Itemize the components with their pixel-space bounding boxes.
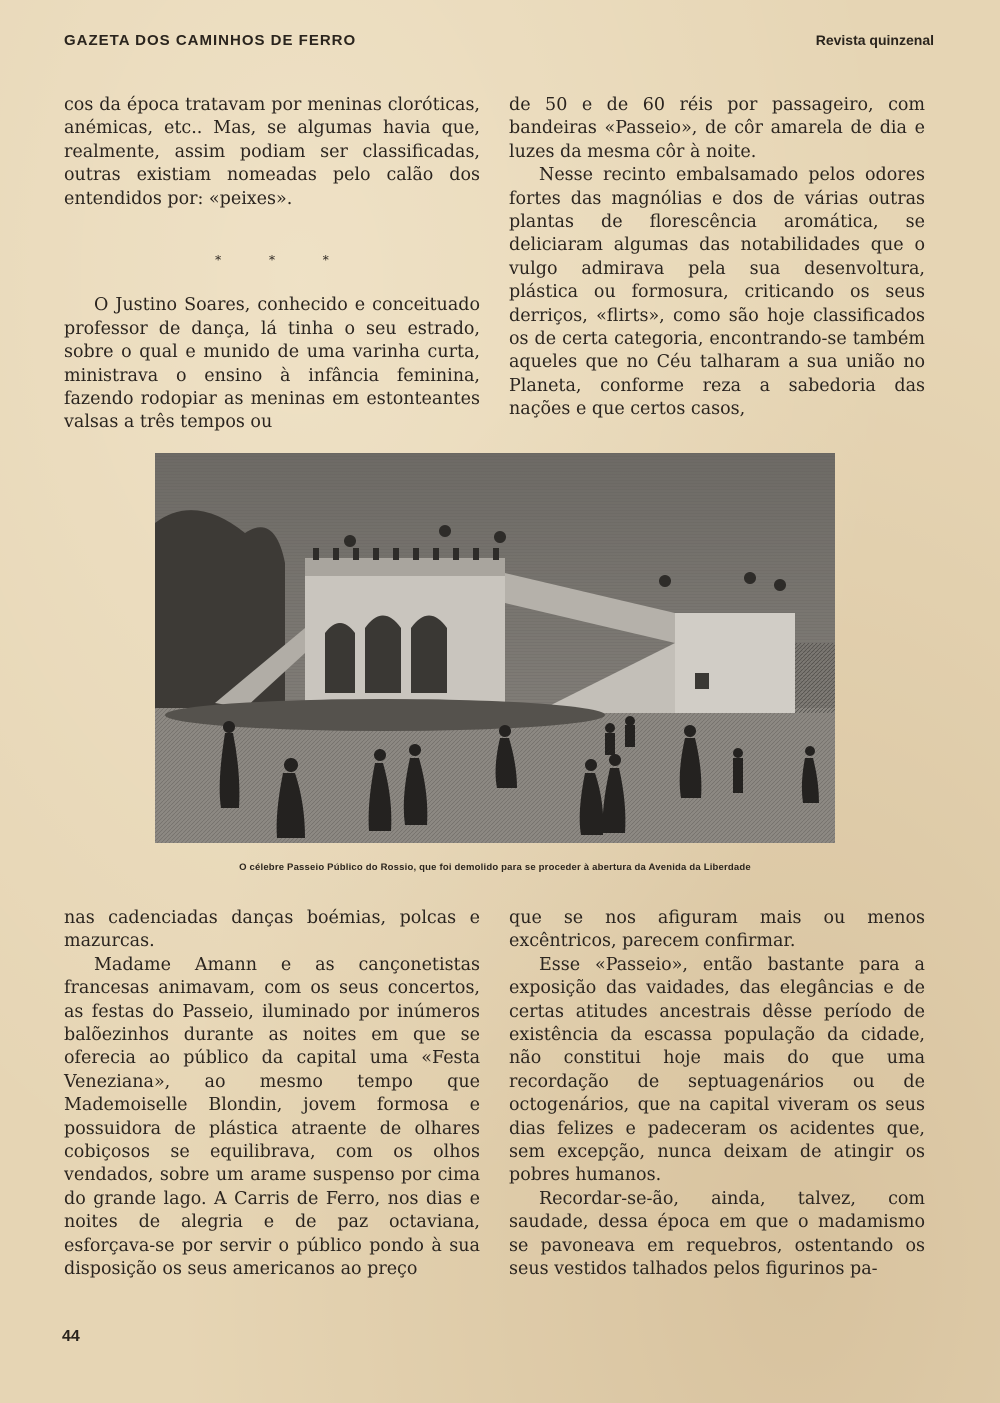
page-number: 44 [62,1328,80,1345]
paragraph: O Justino Soares, conhecido e conceituado professor de dança, lá tinha o seu estrado, sobre o qual e munido de uma varinha curta, ministrava o ensino à infância feminina, fazendo rodopiar as meninas em estonteantes valsas a três tempos ou [64,295,480,433]
paragraph: Esse «Passeio», então bastante para a exposição das vaidades, das elegâncias e de certas atitudes ancestrais dêsse período de existência da escassa população da cidade, não constitui hoje mais do que uma recordação de septuagenários ou de octogenários, que na capital viveram os seus dias felizes e padeceram os acidentes que, sem excepção, nunca deixam de atingir os pobres humanos. [509,954,925,1186]
paragraph: Recordar-se-ão, ainda, talvez, com saudade, dessa época em que o madamismo se pavoneava em requebros, ostentando os seus vestidos talhados pelos figurinos pa- [509,1188,925,1280]
paragraph: cos da época tratavam por meninas cloróticas, anémicas, etc.. Mas, se algumas havia que, realmente, assim podiam ser classificadas, outras existiam nomeadas pelo calão dos entendidos por: «peixes». [64,95,480,209]
passeio-publico-engraving [155,453,835,843]
section-label: Revista quinzenal [815,32,934,48]
section-separator: * * * [215,253,351,268]
engraving-illustration [155,453,835,843]
bottom-left-column [64,907,480,1282]
paragraph: Madame Amann e as cançonetistas francesas animavam, com os seus concertos, as festas do Passeio, iluminado por inúmeros balõezinhos durante as noites em que se oferecia ao público da capital uma «Festa Veneziana», ao mesmo tempo que Mademoiselle Blondin, jovem formosa e possuidora de plástica atraente de olhares cobiçosos se equilibrava, com os olhos vendados, sobre um arame suspenso por cima do grande lago. A Carris de Ferro, nos dias e noites de alegria e de paz octaviana, esforçava-se por servir o público pondo à sua disposição os seus americanos ao preço [64,954,480,1280]
paragraph: de 50 e de 60 réis por passageiro, com bandeiras «Passeio», de côr amarela de dia e luzes da mesma côr à noite. [509,95,925,162]
bottom-right-column [509,907,925,1282]
top-left-column [64,94,480,435]
figure-caption: O célebre Passeio Público do Rossio, que foi demolido para se proceder à abertura da Avenida da Liberdade [239,862,751,873]
paragraph: que se nos afiguram mais ou menos excêntricos, parecem confirmar. [509,908,925,952]
paragraph: Nesse recinto embalsamado pelos odores fortes das magnólias e dos de várias outras plantas de florescência aromática, se deliciaram algumas das notabilidades que o vulgo admirava pela sua desenvoltura, plástica ou formosura, criticando os seus derriços, «flirts», como são hoje classificados os de certa categoria, encontrando-se também aqueles que no Céu talharam a sua união no Planeta, conforme reza a sabedoria das nações e que certos casos, [509,165,925,420]
top-right-column [509,94,925,422]
publication-title: GAZETA DOS CAMINHOS DE FERRO [64,32,357,49]
paragraph: nas cadenciadas danças boémias, polcas e mazurcas. [64,908,480,952]
